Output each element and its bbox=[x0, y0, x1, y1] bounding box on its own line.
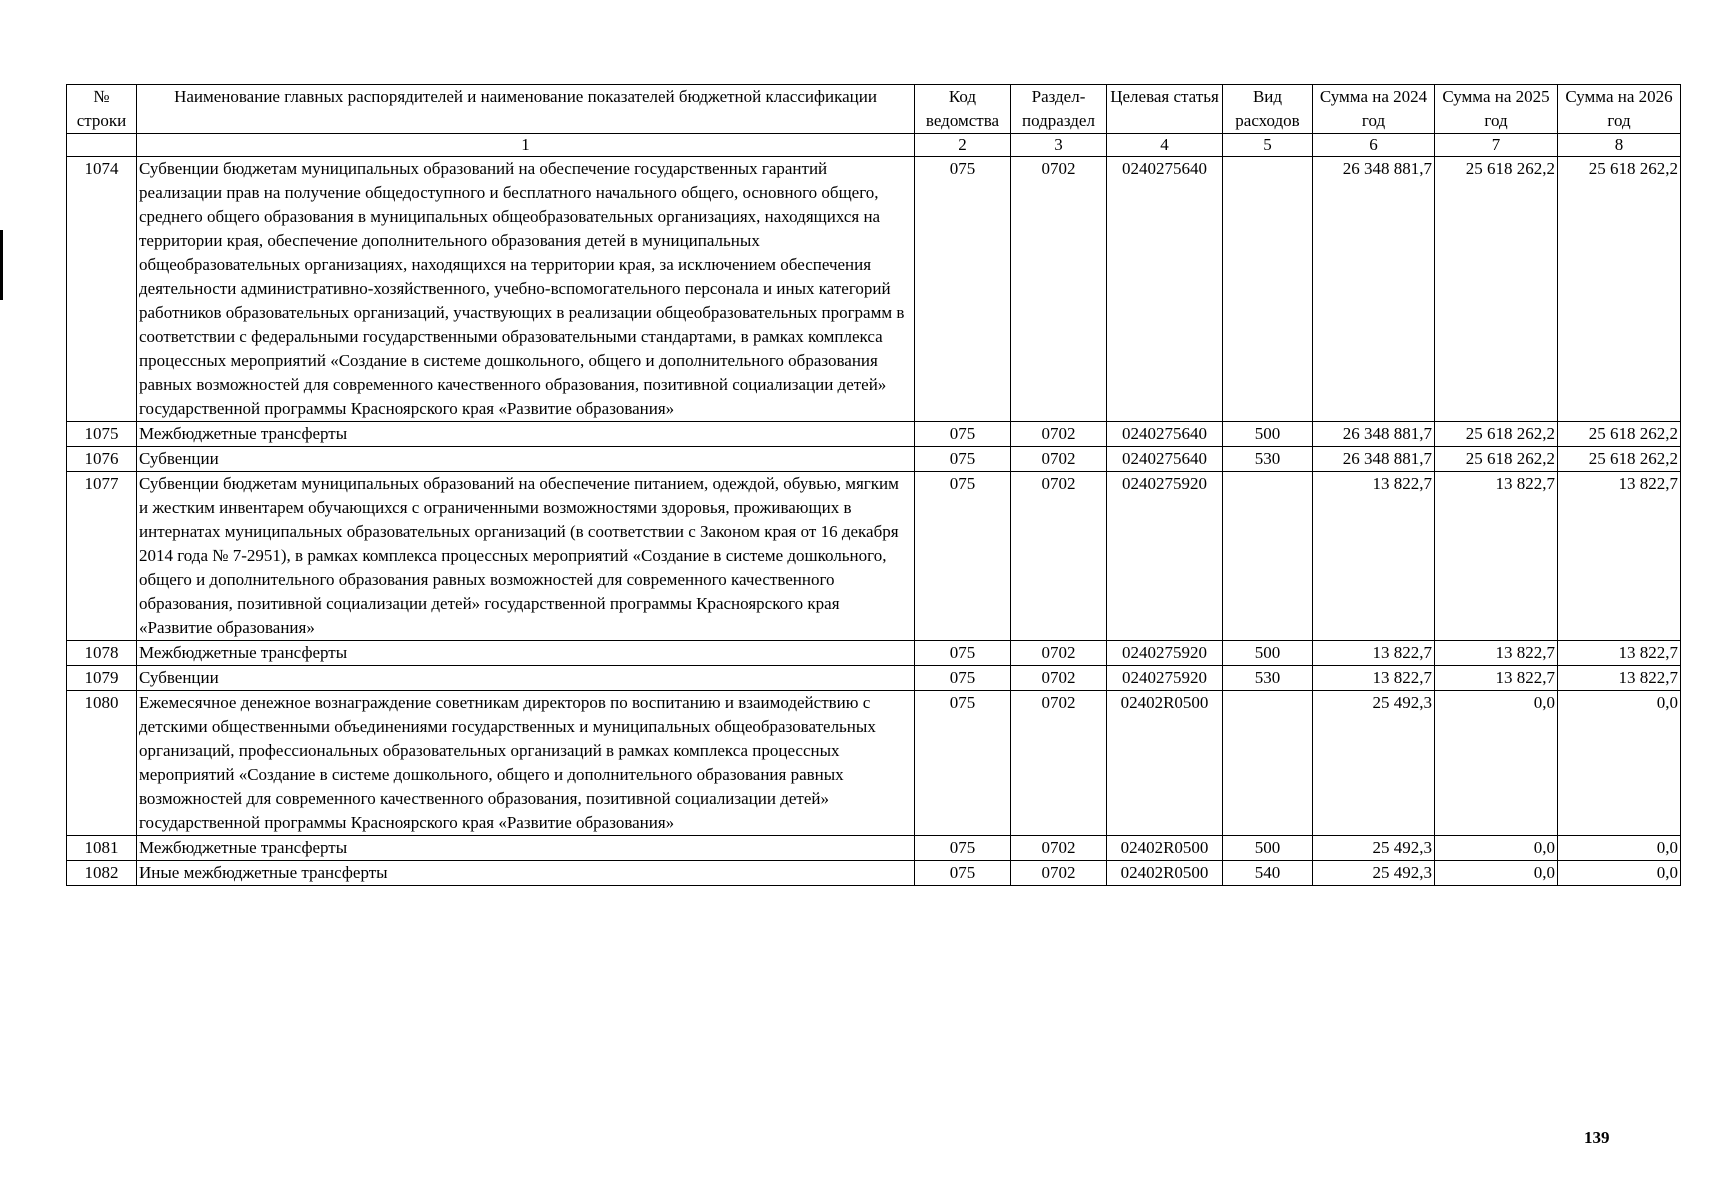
section-cell: 0702 bbox=[1011, 472, 1107, 641]
sum-2026-cell: 13 822,7 bbox=[1558, 472, 1681, 641]
row-name-cell: Субвенции бюджетам муниципальных образований на обеспечение питанием, одеждой, обувью, мягким и жестким инвентарем обучающихся с ограниченными возможностями здоровья, проживающих в интернатах муниципальных образовательных организаций (в соответствии с Законом края от 16 декабря 2014 года № 7-2951), в рамках комплекса процессных мероприятий «Создание в системе дошкольного, общего и дополнительного образования равных возможностей для современного качественного образования, позитивной социализации детей» государственной программы Красноярского края «Развитие образования» bbox=[137, 472, 915, 641]
section-cell: 0702 bbox=[1011, 422, 1107, 447]
sum-2026-cell: 13 822,7 bbox=[1558, 641, 1681, 666]
column-number: 7 bbox=[1435, 134, 1558, 157]
row-number-cell: 1077 bbox=[67, 472, 137, 641]
sum-2024-cell: 13 822,7 bbox=[1313, 472, 1435, 641]
row-number-cell: 1082 bbox=[67, 861, 137, 886]
table-header-row bbox=[67, 85, 1681, 134]
sum-2026-cell: 25 618 262,2 bbox=[1558, 157, 1681, 422]
dept-code-cell: 075 bbox=[915, 641, 1011, 666]
row-name-cell: Иные межбюджетные трансферты bbox=[137, 861, 915, 886]
header-sum-2025: Сумма на 2025 год bbox=[1435, 85, 1558, 134]
header-sum-2026: Сумма на 2026 год bbox=[1558, 85, 1681, 134]
sum-2026-cell: 0,0 bbox=[1558, 691, 1681, 836]
sum-2024-cell: 25 492,3 bbox=[1313, 861, 1435, 886]
section-cell: 0702 bbox=[1011, 447, 1107, 472]
expense-type-cell: 530 bbox=[1223, 447, 1313, 472]
column-number: 1 bbox=[137, 134, 915, 157]
target-cell: 02402R0500 bbox=[1107, 861, 1223, 886]
section-cell: 0702 bbox=[1011, 666, 1107, 691]
section-cell: 0702 bbox=[1011, 861, 1107, 886]
sum-2024-cell: 26 348 881,7 bbox=[1313, 157, 1435, 422]
expense-type-cell: 540 bbox=[1223, 861, 1313, 886]
target-cell: 0240275920 bbox=[1107, 641, 1223, 666]
row-name-cell: Субвенции бюджетам муниципальных образований на обеспечение государственных гарантий реализации прав на получение общедоступного и бесплатного начального общего, основного общего, среднего общего образования в муниципальных общеобразовательных организациях, находящихся на территории края, обеспечение дополнительного образования детей в муниципальных общеобразовательных организациях, находящихся на территории края, за исключением обеспечения деятельности административно-хозяйственного, учебно-вспомогательного персонала и иных категорий работников образовательных организаций, участвующих в реализации общеобразовательных программ в соответствии с федеральными государственными образовательными стандартами, в рамках комплекса процессных мероприятий «Создание в системе дошкольного, общего и дополнительного образования равных возможностей для современного качественного образования, позитивной социализации детей» государственной программы Красноярского края «Развитие образования» bbox=[137, 157, 915, 422]
dept-code-cell: 075 bbox=[915, 422, 1011, 447]
target-cell: 02402R0500 bbox=[1107, 691, 1223, 836]
dept-code-cell: 075 bbox=[915, 861, 1011, 886]
section-cell: 0702 bbox=[1011, 641, 1107, 666]
column-number: 8 bbox=[1558, 134, 1681, 157]
header-section: Раздел-подраздел bbox=[1011, 85, 1107, 134]
expense-type-cell bbox=[1223, 472, 1313, 641]
sum-2025-cell: 25 618 262,2 bbox=[1435, 422, 1558, 447]
sum-2024-cell: 13 822,7 bbox=[1313, 666, 1435, 691]
table-row bbox=[67, 641, 1681, 666]
target-cell: 0240275920 bbox=[1107, 472, 1223, 641]
expense-type-cell: 500 bbox=[1223, 422, 1313, 447]
sum-2025-cell: 0,0 bbox=[1435, 691, 1558, 836]
dept-code-cell: 075 bbox=[915, 666, 1011, 691]
row-name-cell: Субвенции bbox=[137, 666, 915, 691]
table-row bbox=[67, 472, 1681, 641]
column-number: 5 bbox=[1223, 134, 1313, 157]
row-name-cell: Межбюджетные трансферты bbox=[137, 422, 915, 447]
table-row bbox=[67, 422, 1681, 447]
row-number-cell: 1079 bbox=[67, 666, 137, 691]
header-row-number: № строки bbox=[67, 85, 137, 134]
table-row bbox=[67, 447, 1681, 472]
table-row bbox=[67, 861, 1681, 886]
row-number-cell: 1074 bbox=[67, 157, 137, 422]
sum-2026-cell: 13 822,7 bbox=[1558, 666, 1681, 691]
header-sum-2024: Сумма на 2024 год bbox=[1313, 85, 1435, 134]
sum-2024-cell: 25 492,3 bbox=[1313, 836, 1435, 861]
target-cell: 0240275640 bbox=[1107, 157, 1223, 422]
expense-type-cell: 530 bbox=[1223, 666, 1313, 691]
header-name: Наименование главных распорядителей и наименование показателей бюджетной классификации bbox=[137, 85, 915, 134]
row-number-cell: 1076 bbox=[67, 447, 137, 472]
sum-2025-cell: 13 822,7 bbox=[1435, 666, 1558, 691]
section-cell: 0702 bbox=[1011, 691, 1107, 836]
sum-2025-cell: 25 618 262,2 bbox=[1435, 447, 1558, 472]
row-name-cell: Межбюджетные трансферты bbox=[137, 836, 915, 861]
sum-2025-cell: 0,0 bbox=[1435, 836, 1558, 861]
dept-code-cell: 075 bbox=[915, 472, 1011, 641]
sum-2025-cell: 13 822,7 bbox=[1435, 472, 1558, 641]
sum-2025-cell: 13 822,7 bbox=[1435, 641, 1558, 666]
header-target: Целевая статья bbox=[1107, 85, 1223, 134]
column-number bbox=[67, 134, 137, 157]
table-row bbox=[67, 836, 1681, 861]
sum-2026-cell: 25 618 262,2 bbox=[1558, 447, 1681, 472]
budget-table bbox=[66, 84, 1681, 886]
table-row bbox=[67, 691, 1681, 836]
sum-2025-cell: 0,0 bbox=[1435, 861, 1558, 886]
expense-type-cell bbox=[1223, 691, 1313, 836]
expense-type-cell: 500 bbox=[1223, 641, 1313, 666]
target-cell: 0240275920 bbox=[1107, 666, 1223, 691]
section-cell: 0702 bbox=[1011, 836, 1107, 861]
column-number: 3 bbox=[1011, 134, 1107, 157]
dept-code-cell: 075 bbox=[915, 157, 1011, 422]
target-cell: 0240275640 bbox=[1107, 447, 1223, 472]
sum-2026-cell: 25 618 262,2 bbox=[1558, 422, 1681, 447]
dept-code-cell: 075 bbox=[915, 836, 1011, 861]
sum-2026-cell: 0,0 bbox=[1558, 861, 1681, 886]
row-name-cell: Субвенции bbox=[137, 447, 915, 472]
column-number: 6 bbox=[1313, 134, 1435, 157]
target-cell: 02402R0500 bbox=[1107, 836, 1223, 861]
scan-margin-mark bbox=[0, 230, 3, 300]
expense-type-cell bbox=[1223, 157, 1313, 422]
expense-type-cell: 500 bbox=[1223, 836, 1313, 861]
table-row bbox=[67, 666, 1681, 691]
row-name-cell: Ежемесячное денежное вознаграждение советникам директоров по воспитанию и взаимодействию с детскими общественными объединениями государственных и муниципальных общеобразовательных организаций, профессиональных образовательных организаций в рамках комплекса процессных мероприятий «Создание в системе дошкольного, общего и дополнительного образования равных возможностей для современного качественного образования, позитивной социализации детей» государственной программы Красноярского края «Развитие образования» bbox=[137, 691, 915, 836]
sum-2024-cell: 26 348 881,7 bbox=[1313, 447, 1435, 472]
row-number-cell: 1080 bbox=[67, 691, 137, 836]
column-number: 4 bbox=[1107, 134, 1223, 157]
row-number-cell: 1078 bbox=[67, 641, 137, 666]
header-dept-code: Код ведомства bbox=[915, 85, 1011, 134]
page-number: 139 bbox=[1584, 1128, 1610, 1147]
row-number-cell: 1081 bbox=[67, 836, 137, 861]
sum-2024-cell: 13 822,7 bbox=[1313, 641, 1435, 666]
dept-code-cell: 075 bbox=[915, 691, 1011, 836]
column-number: 2 bbox=[915, 134, 1011, 157]
column-number-row bbox=[67, 134, 1681, 157]
header-expense-type: Вид расходов bbox=[1223, 85, 1313, 134]
row-name-cell: Межбюджетные трансферты bbox=[137, 641, 915, 666]
section-cell: 0702 bbox=[1011, 157, 1107, 422]
sum-2024-cell: 26 348 881,7 bbox=[1313, 422, 1435, 447]
table-body bbox=[67, 157, 1681, 886]
row-number-cell: 1075 bbox=[67, 422, 137, 447]
table-row bbox=[67, 157, 1681, 422]
dept-code-cell: 075 bbox=[915, 447, 1011, 472]
target-cell: 0240275640 bbox=[1107, 422, 1223, 447]
sum-2025-cell: 25 618 262,2 bbox=[1435, 157, 1558, 422]
sum-2026-cell: 0,0 bbox=[1558, 836, 1681, 861]
sum-2024-cell: 25 492,3 bbox=[1313, 691, 1435, 836]
